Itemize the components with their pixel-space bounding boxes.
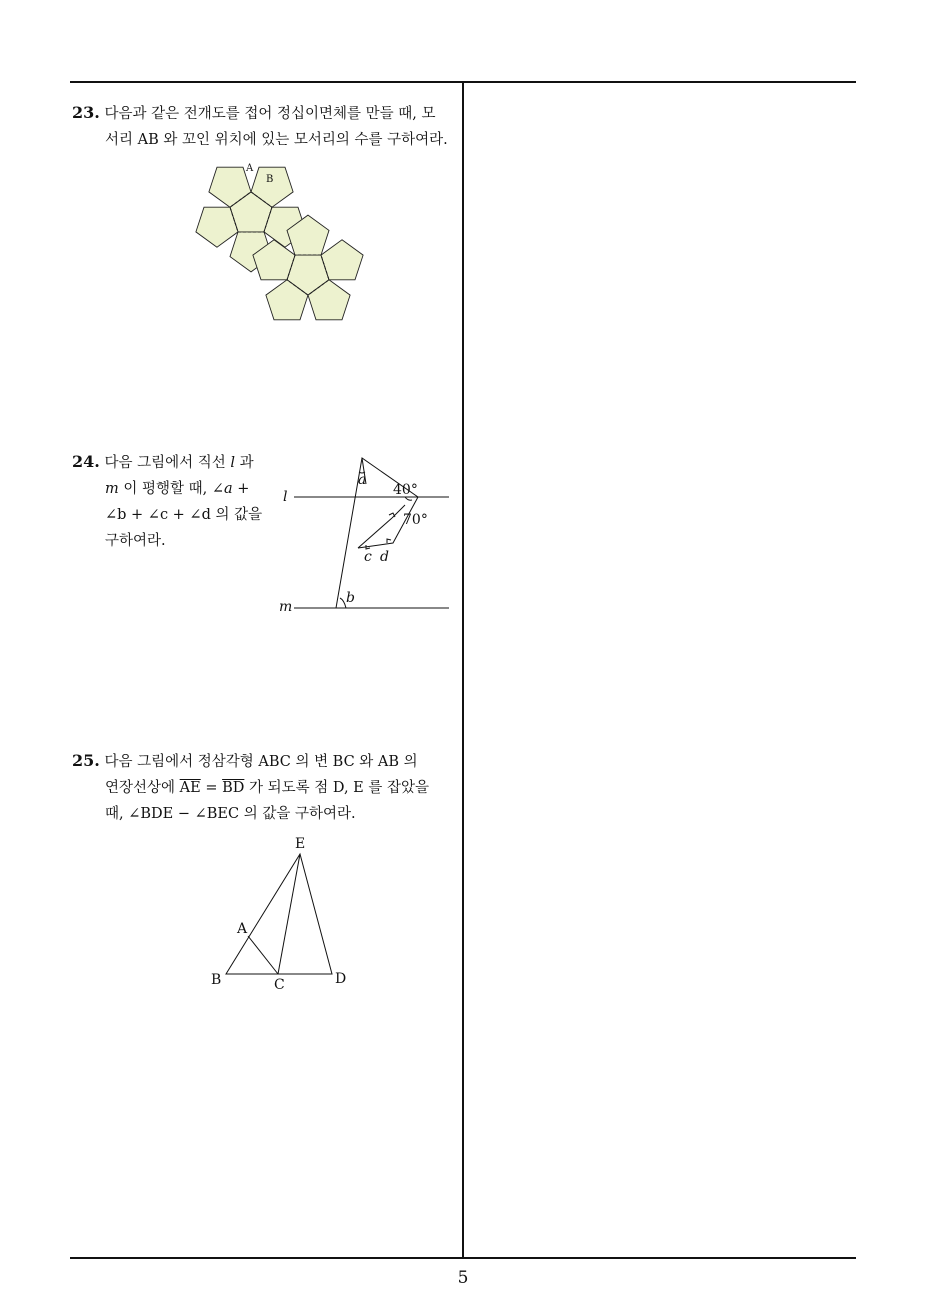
question-number: 23. (72, 103, 100, 122)
question-text: 다음 그림에서 직선 (104, 455, 231, 471)
label-B: B (266, 174, 274, 185)
math-variable: m (105, 481, 119, 497)
label-l: l (283, 489, 288, 505)
question-text: 다음과 같은 전개도를 접어 정십이면체를 만들 때, 모 (104, 106, 436, 122)
question-text: 이 평행할 때, ∠ (118, 481, 224, 497)
question-number: 25. (72, 751, 100, 770)
question-text: 연장선상에 (105, 780, 180, 796)
question-text: 다음 그림에서 정삼각형 ABC 의 변 BC 와 AB 의 (104, 754, 418, 770)
label-a: a (358, 472, 367, 488)
question-text: 구하여라. (105, 533, 166, 549)
label-m: m (279, 599, 293, 615)
segment-AE: $\overline{AE}$ (179, 780, 201, 796)
label-c: c (364, 549, 372, 565)
question-text: 서리 AB 와 꼬인 위치에 있는 모서리의 수를 구하여라. (105, 132, 448, 148)
label-C: C (274, 977, 285, 993)
question-text: + (232, 481, 250, 497)
page-number: 5 (457, 1268, 469, 1288)
question-number: 24. (72, 452, 100, 471)
label-angle-40: 40° (393, 482, 418, 498)
label-E: E (295, 836, 306, 852)
triangle-BDE (226, 854, 332, 974)
math-variable: l (230, 455, 235, 471)
label-B: B (211, 972, 222, 988)
label-angle-70: 70° (403, 512, 428, 528)
label-d: d (380, 549, 389, 565)
question-text: ∠b + ∠c + ∠d 의 값을 (105, 507, 263, 523)
segment-AC (248, 936, 278, 974)
question-text: = (200, 780, 223, 796)
label-b: b (346, 590, 355, 606)
question-text: 때, ∠BDE − ∠BEC 의 값을 구하여라. (105, 806, 356, 822)
segment-BD: $\overline{BD}$ (222, 780, 245, 796)
math-variable: a (223, 481, 233, 497)
label-A: A (237, 921, 248, 937)
label-A: A (246, 163, 254, 174)
question-text: 과 (234, 455, 254, 471)
label-D: D (335, 971, 347, 987)
question-text: 가 되도록 점 D, E 를 잡았을 (244, 780, 430, 796)
